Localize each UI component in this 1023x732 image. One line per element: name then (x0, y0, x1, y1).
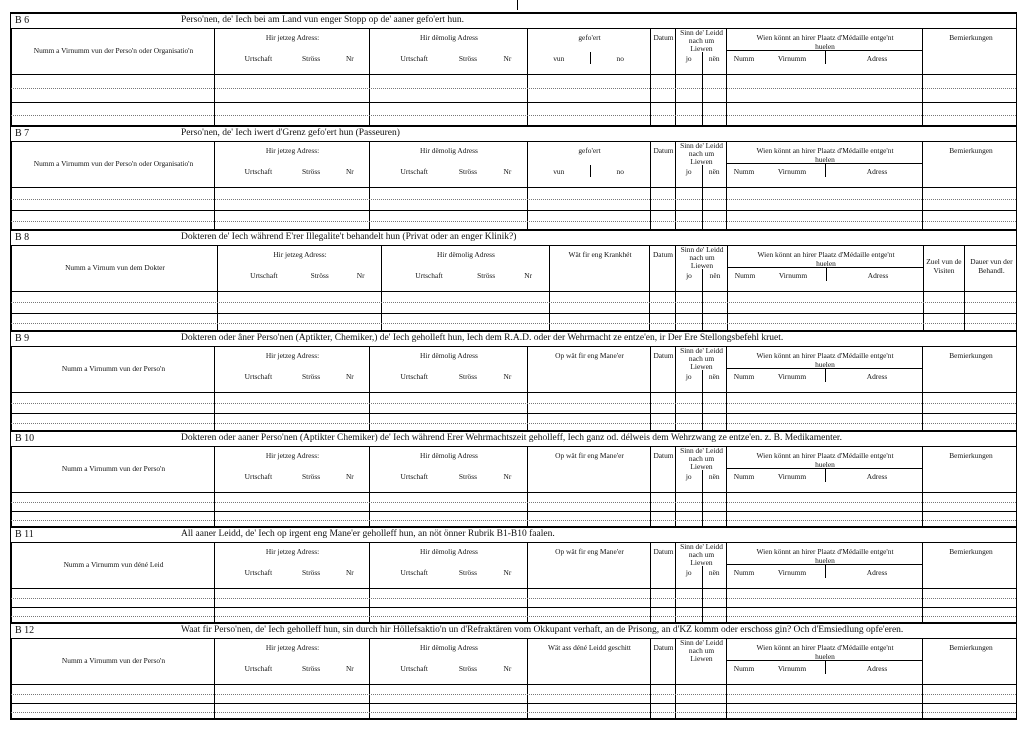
section-code: B 12 (15, 625, 35, 636)
date-column-header: Datum (653, 351, 674, 360)
remarks-header: Bemierkungen (949, 351, 993, 360)
current-address-header: Hir jetzeg Adress: (265, 643, 320, 652)
entry-row-divider (11, 313, 1016, 314)
medal-name-subheader: Numm (733, 568, 755, 577)
date-column-header: Datum (653, 451, 674, 460)
address-subheader-ströss: Ströss (458, 54, 477, 63)
medal-firstname-subheader: Virnumm (777, 664, 807, 673)
alive-no-subheader: nën (708, 54, 720, 63)
medal-address-subheader: Adress (866, 664, 888, 673)
address-subheader-ströss: Ströss (302, 167, 321, 176)
address-subheader-nr: Nr (345, 167, 354, 176)
date-column-header: Datum (653, 547, 674, 556)
address-subheader-ströss: Ströss (458, 472, 477, 481)
medal-name-subheader: Numm (733, 472, 755, 481)
former-address-header: Hir dëmolig Adress (420, 547, 478, 556)
section-title: Waat fir Perso'nen, de' Iech geholleff hun, sin durch hir Höllefsaktio'n un d'Refraktären vom Okkupant verhaft, an de Prisong, an d'KZ komm oder erschoss gin? Och d'Emsiedlung opfe'eren. (181, 625, 904, 635)
medal-firstname-subheader: Virnumm (778, 271, 808, 280)
address-subheader-ströss: Ströss (302, 664, 321, 673)
name-column-header: Numm a Virnum vun dem Dokter (65, 263, 165, 272)
dotted-guide (11, 88, 1016, 89)
medal-firstname-subheader: Virnumm (777, 372, 807, 381)
medal-firstname-subheader: Virnumm (777, 568, 807, 577)
alive-column-header: Sinn de' Leidd nach um Liewen (680, 638, 723, 663)
alive-column-header: Sinn de' Leidd nach um Liewen (680, 542, 723, 567)
section-code: B 9 (15, 333, 30, 344)
alive-yes-subheader: jo (685, 54, 692, 63)
entry-row-divider (11, 607, 1016, 608)
medal-address-subheader: Adress (867, 271, 889, 280)
detail-column-header: Wät ass déné Leidd geschitt (548, 643, 631, 652)
alive-yes-subheader: jo (685, 372, 692, 381)
medal-address-subheader: Adress (866, 54, 888, 63)
medal-name-subheader: Numm (733, 54, 755, 63)
medal-divider (825, 50, 826, 64)
medal-recipient-header: Wien könnt an hirer Plaatz d'Médaille entge'nt huelen (756, 351, 894, 369)
medal-name-subheader: Numm (733, 372, 755, 381)
remarks-header: Bemierkungen (949, 33, 993, 42)
address-subheader-urtschaft: Urtschaft (415, 271, 443, 280)
section-title-row (11, 332, 1016, 347)
former-address-header: Hir dëmolig Adress (437, 250, 495, 259)
section-entry-area[interactable] (11, 291, 1016, 332)
current-address-header: Hir jetzeg Adress: (265, 33, 320, 42)
dotted-guide (11, 502, 1016, 503)
address-subheader-nr: Nr (503, 54, 512, 63)
address-subheader-nr: Nr (356, 271, 365, 280)
address-subheader-nr: Nr (503, 472, 512, 481)
address-subheader-urtschaft: Urtschaft (400, 167, 428, 176)
section-title: Perso'nen, de' Iech iwert d'Grenz gefo'ert hun (Passeuren) (181, 128, 400, 138)
alive-column-header: Sinn de' Leidd nach um Liewen (680, 446, 723, 471)
address-subheader-urtschaft: Urtschaft (400, 472, 428, 481)
address-subheader-nr: Nr (345, 472, 354, 481)
medal-recipient-header: Wien könnt an hirer Plaatz d'Médaille entge'nt huelen (756, 33, 894, 51)
address-subheader-ströss: Ströss (302, 54, 321, 63)
current-address-header: Hir jetzeg Adress: (265, 451, 320, 460)
detail-column-header: gefo'ert (578, 146, 601, 155)
section-b7 (10, 125, 1017, 229)
former-address-header: Hir dëmolig Adress (420, 451, 478, 460)
address-subheader-ströss: Ströss (302, 568, 321, 577)
address-subheader-nr: Nr (345, 54, 354, 63)
date-column-header: Datum (653, 643, 674, 652)
remarks-header: Bemierkungen (949, 643, 993, 652)
address-subheader-urtschaft: Urtschaft (400, 372, 428, 381)
medal-recipient-header: Wien könnt an hirer Plaatz d'Médaille entge'nt huelen (756, 146, 894, 164)
name-column-header: Numm a Virnumm vun déné Leid (63, 560, 164, 569)
dotted-guide (11, 403, 1016, 404)
dotted-guide (11, 302, 1016, 303)
address-subheader-ströss: Ströss (458, 372, 477, 381)
current-address-header: Hir jetzeg Adress: (265, 146, 320, 155)
address-subheader-ströss: Ströss (302, 472, 321, 481)
address-subheader-nr: Nr (345, 664, 354, 673)
entry-row-divider (11, 511, 1016, 512)
detail-column-header: Op wät fir eng Mane'er (555, 547, 624, 556)
medal-firstname-subheader: Virnumm (777, 167, 807, 176)
address-subheader-urtschaft: Urtschaft (244, 372, 273, 381)
address-subheader-urtschaft: Urtschaft (244, 167, 273, 176)
section-b12 (10, 622, 1017, 718)
section-entry-area[interactable] (11, 74, 1016, 127)
address-subheader-urtschaft: Urtschaft (400, 568, 428, 577)
section-b11 (10, 526, 1017, 622)
remarks-header: Bemierkungen (949, 451, 993, 460)
name-column-header: Numm a Virnumm vun der Perso'n (61, 656, 166, 665)
section-title: Dokteren de' Iech während E'rer Illegalite't behandelt hun (Privat oder an enger Klinik?) (181, 232, 517, 242)
dotted-guide (11, 115, 1016, 116)
section-b8 (10, 229, 1017, 330)
section-entry-area[interactable] (11, 588, 1016, 624)
address-subheader-nr: Nr (503, 372, 512, 381)
dotted-guide (11, 199, 1016, 200)
section-title-row (11, 528, 1016, 543)
detail-column-header: Op wät fir eng Mane'er (555, 351, 624, 360)
medal-firstname-subheader: Virnumm (777, 472, 807, 481)
visits-header: Zuel vun de Visiten (926, 257, 962, 275)
section-title: Perso'nen, de' Iech bei am Land vun enger Stopp op de' aaner gefo'ert hun. (181, 15, 465, 25)
alive-column-header: Sinn de' Leidd nach um Liewen (680, 141, 723, 166)
section-title: All aaner Leidd, de' Iech op irgent eng Mane'er geholleff hun, an nöt önner Rubrik B1-B10 faalen. (181, 529, 555, 539)
section-title-row (11, 624, 1016, 639)
address-subheader-urtschaft: Urtschaft (244, 54, 273, 63)
top-fold-mark (517, 0, 518, 10)
section-b9 (10, 330, 1017, 430)
section-title-row (11, 432, 1016, 447)
medal-divider (825, 564, 826, 578)
section-code: B 10 (15, 433, 35, 444)
dotted-guide (11, 712, 1016, 713)
section-entry-area[interactable] (11, 684, 1016, 720)
alive-yes-subheader: jo (685, 472, 692, 481)
medal-divider (825, 368, 826, 382)
medal-recipient-header: Wien könnt an hirer Plaatz d'Médaille entge'nt huelen (756, 451, 894, 469)
section-code: B 8 (15, 232, 30, 243)
medal-divider (825, 163, 826, 177)
entry-row-divider (11, 703, 1016, 704)
detail-column-header: Op wät fir eng Mane'er (555, 451, 624, 460)
address-subheader-ströss: Ströss (458, 568, 477, 577)
alive-column-header: Sinn de' Leidd nach um Liewen (680, 245, 724, 270)
medal-name-subheader: Numm (733, 167, 755, 176)
entry-row-divider (11, 210, 1016, 211)
medal-firstname-subheader: Virnumm (777, 54, 807, 63)
former-address-header: Hir dëmolig Adress (420, 33, 478, 42)
medal-recipient-header: Wien könnt an hirer Plaatz d'Médaille entge'nt huelen (756, 547, 894, 565)
section-code: B 7 (15, 128, 30, 139)
dotted-guide (11, 694, 1016, 695)
section-title: Dokteren oder aaner Perso'nen (Aptikter Chemiker) de' Iech während Erer Wehrmachtszeit geholleff, Iech ganz od. délweis dem Wehrzwang ze entze'en. z. B. Medikamenter. (181, 433, 842, 443)
address-subheader-urtschaft: Urtschaft (244, 568, 273, 577)
name-column-header: Numm a Virnumm vun der Perso'n oder Organisatio'n (33, 46, 194, 55)
address-subheader-urtschaft: Urtschaft (400, 664, 428, 673)
current-address-header: Hir jetzeg Adress: (273, 250, 327, 259)
address-subheader-nr: Nr (345, 372, 354, 381)
form-bottom-border (10, 718, 1017, 720)
address-subheader-ströss: Ströss (310, 271, 329, 280)
medal-divider (825, 468, 826, 482)
remarks-header: Bemierkungen (949, 547, 993, 556)
former-address-header: Hir dëmolig Adress (420, 146, 478, 155)
dotted-guide (11, 520, 1016, 521)
dotted-guide (11, 598, 1016, 599)
dotted-guide (11, 616, 1016, 617)
alive-column-header: Sinn de' Leidd nach um Liewen (680, 346, 723, 371)
date-column-header: Datum (653, 146, 674, 155)
section-entry-area[interactable] (11, 187, 1016, 231)
name-column-header: Numm a Virnumm vun der Perso'n oder Organisatio'n (33, 159, 194, 168)
detail-column-header: gefo'ert (578, 33, 601, 42)
medal-divider (825, 660, 826, 674)
address-subheader-urtschaft: Urtschaft (244, 472, 273, 481)
medal-address-subheader: Adress (866, 472, 888, 481)
alive-no-subheader: nën (709, 271, 721, 280)
duration-header: Dauer vun der Behandl. (970, 257, 1013, 275)
name-column-header: Numm a Virnumm vun der Perso'n (61, 464, 166, 473)
dotted-guide (11, 221, 1016, 222)
date-column-header: Datum (652, 250, 674, 259)
section-title-row (11, 231, 1016, 246)
detail-column-header: Wät fir eng Krankhét (568, 250, 632, 259)
address-subheader-urtschaft: Urtschaft (400, 54, 428, 63)
medal-address-subheader: Adress (866, 167, 888, 176)
address-subheader-ströss: Ströss (458, 664, 477, 673)
alive-yes-subheader: jo (686, 271, 692, 280)
address-subheader-nr: Nr (503, 664, 512, 673)
medal-address-subheader: Adress (866, 372, 888, 381)
date-column-header: Datum (653, 33, 674, 42)
dotted-guide (11, 423, 1016, 424)
address-subheader-nr: Nr (524, 271, 533, 280)
entry-row-divider (11, 102, 1016, 103)
section-code: B 6 (15, 15, 30, 26)
address-subheader-nr: Nr (503, 568, 512, 577)
section-title-row (11, 14, 1016, 29)
alive-no-subheader: nën (708, 372, 720, 381)
former-address-header: Hir dëmolig Adress (420, 351, 478, 360)
address-subheader-urtschaft: Urtschaft (244, 664, 273, 673)
medal-recipient-header: Wien könnt an hirer Plaatz d'Médaille entge'nt huelen (757, 250, 895, 268)
entry-row-divider (11, 413, 1016, 414)
medal-name-subheader: Numm (733, 664, 755, 673)
address-subheader-urtschaft: Urtschaft (250, 271, 278, 280)
alive-column-header: Sinn de' Leidd nach um Liewen (680, 28, 723, 53)
section-title-row (11, 127, 1016, 142)
former-address-header: Hir dëmolig Adress (420, 643, 478, 652)
to-subheader: no (616, 167, 624, 176)
section-code: B 11 (15, 529, 34, 540)
current-address-header: Hir jetzeg Adress: (265, 351, 320, 360)
current-address-header: Hir jetzeg Adress: (265, 547, 320, 556)
section-b6 (10, 12, 1017, 125)
dotted-guide (11, 323, 1016, 324)
address-subheader-ströss: Ströss (477, 271, 496, 280)
from-subheader: vun (553, 54, 565, 63)
from-subheader: vun (553, 167, 565, 176)
medal-recipient-header: Wien könnt an hirer Plaatz d'Médaille entge'nt huelen (756, 643, 894, 661)
address-subheader-ströss: Ströss (302, 372, 321, 381)
medal-divider (826, 267, 827, 281)
medal-address-subheader: Adress (866, 568, 888, 577)
remarks-header: Bemierkungen (949, 146, 993, 155)
address-subheader-nr: Nr (503, 167, 512, 176)
section-entry-area[interactable] (11, 492, 1016, 528)
section-title: Dokteren oder âner Perso'nen (Aptikter, Chemiker,) de' Iech geholleft hun, Iech dem R.A.D. oder der Wehrmacht ze entze'en, ir Der Ere Stellongsbefehl kruet. (181, 333, 784, 343)
alive-yes-subheader: jo (685, 167, 692, 176)
to-subheader: no (616, 54, 624, 63)
name-column-header: Numm a Virnumm vun der Perso'n (61, 364, 166, 373)
address-subheader-ströss: Ströss (458, 167, 477, 176)
alive-no-subheader: nën (708, 167, 720, 176)
medal-name-subheader: Numm (734, 271, 756, 280)
address-subheader-nr: Nr (345, 568, 354, 577)
section-b10 (10, 430, 1017, 526)
alive-no-subheader: nën (708, 568, 720, 577)
alive-yes-subheader: jo (685, 568, 692, 577)
section-entry-area[interactable] (11, 392, 1016, 432)
alive-no-subheader: nën (708, 472, 720, 481)
